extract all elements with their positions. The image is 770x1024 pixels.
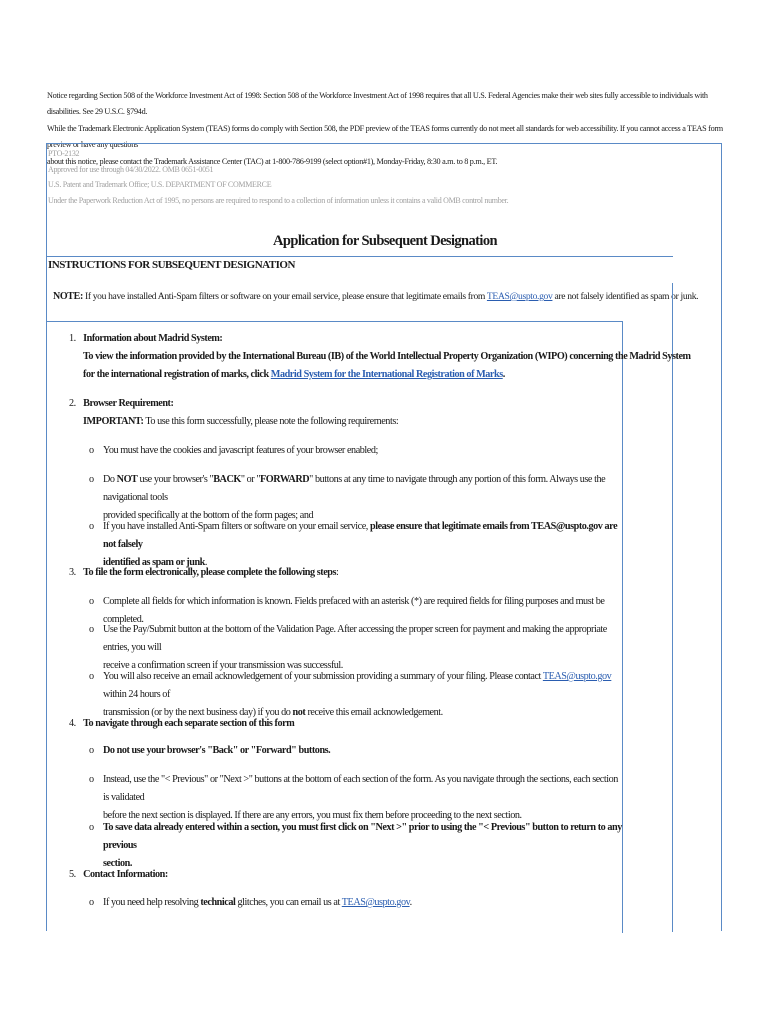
step-2: 2. Browser Requirement:	[69, 398, 174, 409]
bullet-icon: o	[89, 745, 94, 756]
bullet-icon: o	[89, 596, 94, 607]
step-5: 5. Contact Information:	[69, 869, 168, 880]
divider	[47, 256, 673, 257]
step-heading: Browser Requirement:	[83, 398, 174, 409]
spam-note	[53, 291, 698, 302]
omb-approval: Approved for use through 04/30/2022. OMB 0651-0051	[48, 164, 214, 174]
bullet-icon: o	[89, 474, 94, 485]
step-1-text: for the international registration of marks, click Madrid System for the International Registration of Marks.	[83, 369, 505, 380]
bullet-icon: o	[89, 671, 94, 682]
note-text: are not falsely identified as spam or junk.	[554, 291, 699, 302]
form-container: PTO-2132 Approved for use through 04/30/2022. OMB 0651-0051 U.S. Patent and Trademark Office; U.S. DEPARTMENT OF COMMERCE Under the Paperwork Reduction Act of 1995, no persons are required to respond to a collection of information unless it contains a valid OMB control number. Application for Subsequent Designation INSTRUCTIONS FOR SUBSEQUENT DESIGNATION NOTE: If you have installed Anti-Spam filters or software on your email service, please ensure that legitimate emails from TEAS@uspto.gov are not falsely identified as spam or junk. 1. Information about Madrid System: To view the information provided by the International Bureau (IB) of the World Intellectual Property Organization (WIPO) concerning the Madrid System for the international registration of marks, click Madrid System for the International Registration of Marks. 2. Browser Requirement: IMPORTANT: To use this form successfully, please note the following requirements: o You must have the cookies and javascript features of your browser enabled; o Do NOT use your browser's "BACK" or "FORWARD" buttons at any time to navigate through any portion of this form. Always use the navigational tools provided specifically at the bottom of the form pages; and o If you have installed Anti-Spam filters or software on your email service, please ensure that legitimate emails from TEAS@uspto.gov are not falsely identified as spam or junk. 3. To file the form electronically, please complete the following steps: o Complete all fields for which information is known. Fields prefaced with an asterisk (*) are required fields for filing purposes and must be completed. o Use the Pay/Submit button at the bottom of the Validation Page. After accessing the proper screen for payment and making the appropriate entries, you will receive a confirmation screen if your transmission was successful. o You will also receive an email acknowledgement of your submission providing a summary of your filing. Please contact TEAS@uspto.gov within 24 hours of transmission (or by the next business day) if you do not receive this email acknowledgement. 4. To navigate through each separate section of this form o Do not use your browser's "Back" or "Forward" buttons. o Instead, use the "< Previous" or "Next >" buttons at the bottom of each section of the form. As you navigate through the sections, each section is validated before the next section is displayed. If there are any errors, you must fix them before proceeding to the next section. o To save data already entered within a section, you must first click on "Next >" prior to using the "< Previous" button to return to any previous section. 5. Contact Information: o If you need help resolving technical glitches, you can email us at TEAS@uspto.gov.	[46, 143, 722, 931]
step-1: 1. Information about Madrid System:	[69, 333, 223, 344]
bullet-icon: o	[89, 445, 94, 456]
teas-email-link[interactable]: TEAS@uspto.gov	[542, 671, 612, 682]
instructions-heading: INSTRUCTIONS FOR SUBSEQUENT DESIGNATION	[48, 259, 295, 271]
paperwork-notice: Under the Paperwork Reduction Act of 1995, no persons are required to respond to a collection of information unless it contains a valid OMB control number.	[48, 195, 509, 205]
madrid-system-link[interactable]: Madrid System for the International Registration of Marks	[270, 369, 503, 380]
bullet-icon: o	[89, 774, 94, 785]
notice-line: While the Trademark Electronic Application System (TEAS) forms do comply with Section 508, the PDF preview of the TEAS forms currently do not meet all standards for web accessibility. If you cannot access a TEAS form preview or have any questions	[47, 123, 723, 150]
page-title: Application for Subsequent Designation	[273, 233, 497, 249]
step-1-text: To view the information provided by the International Bureau (IB) of the World Intellectual Property Organization (WIPO) concerning the Madrid System	[83, 351, 691, 362]
step-4: 4. To navigate through each separate section of this form	[69, 718, 295, 729]
step-heading: Contact Information:	[83, 869, 168, 880]
teas-email-link[interactable]: TEAS@uspto.gov	[486, 291, 553, 302]
notice-line: Notice regarding Section 508 of the Workforce Investment Act of 1998: Section 508 of the Workforce Investment Act of 1998 requires that all U.S. Federal Agencies make their web sites fully accessible to individuals with disabilities. See 29 U.S.C. §794d.	[47, 91, 708, 117]
teas-email-link[interactable]: TEAS@uspto.gov	[341, 897, 410, 908]
step-3: 3. To file the form electronically, please complete the following steps:	[69, 567, 339, 578]
bullet-icon: o	[89, 624, 94, 635]
step-heading: Information about Madrid System:	[83, 333, 223, 344]
form-metadata	[48, 146, 508, 208]
note-text: If you have installed Anti-Spam filters or software on your email service, please ensure that legitimate emails from	[84, 291, 486, 302]
form-number: PTO-2132	[48, 149, 80, 158]
step-heading: To navigate through each separate section of this form	[83, 718, 295, 729]
note-label: NOTE:	[53, 291, 83, 302]
bullet-icon: o	[89, 521, 94, 532]
step-2-text: IMPORTANT: To use this form successfully, please note the following requirements:	[83, 416, 399, 427]
notice-line: about this notice, please contact the Trademark Assistance Center (TAC) at 1-800-786-9199 (select option#1), Monday-Friday, 8:30 a.m. to 8 p.m., ET.	[47, 156, 498, 166]
divider	[672, 283, 673, 932]
agency: U.S. Patent and Trademark Office; U.S. DEPARTMENT OF COMMERCE	[48, 180, 272, 189]
bullet-icon: o	[89, 897, 94, 908]
bullet-icon: o	[89, 822, 94, 833]
step-heading: To file the form electronically, please complete the following steps	[83, 567, 337, 578]
